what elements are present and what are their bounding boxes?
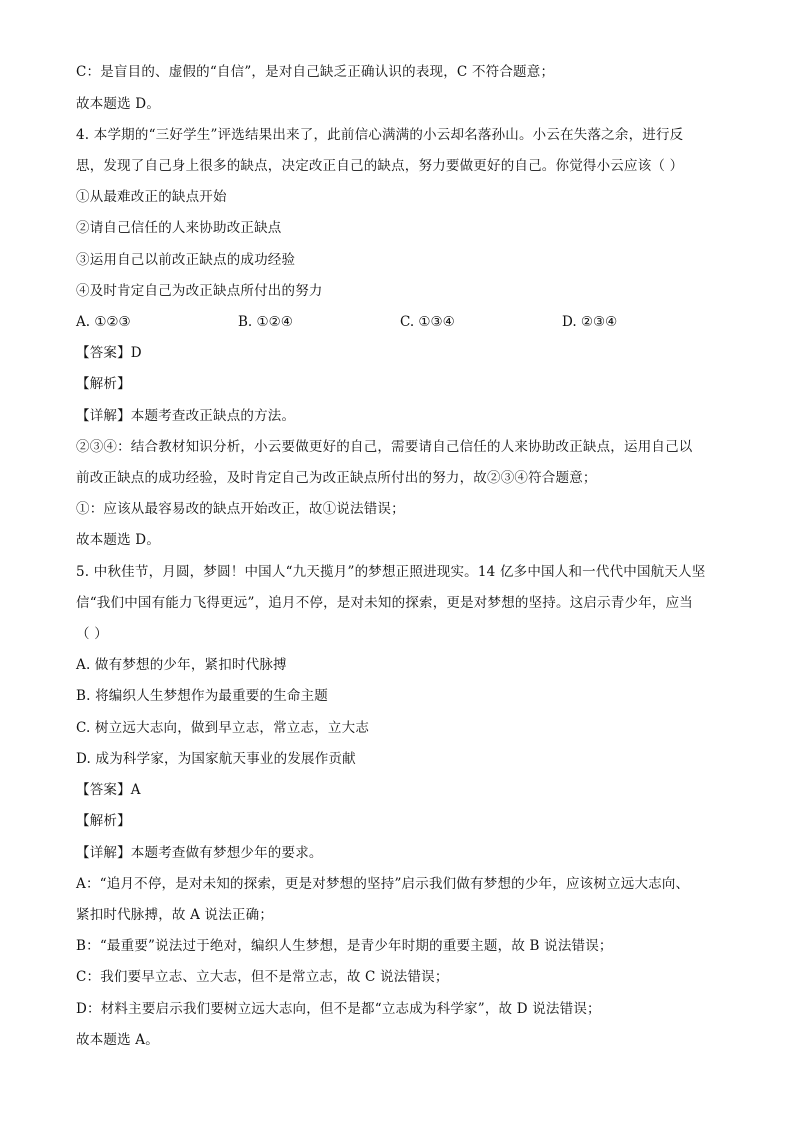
q4-stem-line1: 4. 本学期的“三好学生”评选结果出来了，此前信心满满的小云却名落孙山。小云在失落之余，进行反 xyxy=(76,127,684,143)
q5-explain-a-line2: 紧扣时代脉搏，故 A 说法正确； xyxy=(76,907,274,923)
q4-item-2: ②请自己信任的人来协助改正缺点 xyxy=(76,220,282,236)
q5-analysis-label: 【解析】 xyxy=(76,813,131,829)
q5-stem-line2: 信“我们中国有能力飞得更远”，追月不停，是对未知的探索，更是对梦想的坚持。这启示青少年，应当 xyxy=(76,595,694,611)
q4-choice-a: A. ①②③ xyxy=(76,314,131,330)
q3-conclusion: 故本题选 D。 xyxy=(76,96,161,112)
q4-item-4: ④及时肯定自己为改正缺点所付出的努力 xyxy=(76,283,323,299)
q4-detail: 【详解】本题考查改正缺点的方法。 xyxy=(76,408,296,424)
q5-option-b: B. 将编织人生梦想作为最重要的生命主题 xyxy=(76,688,329,704)
q5-explain-b: B：“最重要”说法过于绝对，编织人生梦想，是青少年时期的重要主题，故 B 说法错误； xyxy=(76,938,613,954)
q4-conclusion: 故本题选 D。 xyxy=(76,532,161,548)
q5-stem-line1: 5. 中秋佳节，月圆，梦圆！中国人“九天揽月”的梦想正照进现实。14 亿多中国人和一代代中国航天人坚 xyxy=(76,564,706,580)
q5-explain-a-line1: A：“追月不停，是对未知的探索，更是对梦想的坚持”启示我们做有梦想的少年，应该树立远大志向、 xyxy=(76,876,690,892)
q5-answer: 【答案】A xyxy=(76,782,141,798)
q5-explain-c: C：我们要早立志、立大志，但不是常立志，故 C 说法错误； xyxy=(76,969,449,985)
q4-stem-line2: 思，发现了自己身上很多的缺点，决定改正自己的缺点，努力要做更好的自己。你觉得小云应该（ ） xyxy=(76,158,684,174)
q5-option-c: C. 树立远大志向，做到早立志，常立志，立大志 xyxy=(76,720,370,736)
q4-analysis-label: 【解析】 xyxy=(76,376,131,392)
q5-detail: 【详解】本题考查做有梦想少年的要求。 xyxy=(76,845,323,861)
q5-option-a: A. 做有梦想的少年，紧扣时代脉搏 xyxy=(76,657,287,673)
q3-option-c-explanation: C：是盲目的、虚假的“自信”，是对自己缺乏正确认识的表现，C 不符合题意； xyxy=(76,64,555,80)
q5-explain-d: D：材料主要启示我们要树立远大志向，但不是都“立志成为科学家”，故 D 说法错误； xyxy=(76,1001,601,1017)
q4-choice-d: D. ②③④ xyxy=(562,314,618,330)
q4-explain-line2: 前改正缺点的成功经验，及时肯定自己为改正缺点所付出的努力，故②③④符合题意； xyxy=(76,470,597,486)
q4-answer: 【答案】D xyxy=(76,345,142,361)
q5-stem-line3: （ ） xyxy=(76,626,108,642)
q5-option-d: D. 成为科学家，为国家航天事业的发展作贡献 xyxy=(76,751,356,767)
q4-item-3: ③运用自己以前改正缺点的成功经验 xyxy=(76,252,296,268)
q4-item-1: ①从最难改正的缺点开始 xyxy=(76,189,227,205)
q4-choice-b: B. ①②④ xyxy=(238,314,293,330)
q4-explain-line1: ②③④：结合教材知识分析，小云要做更好的自己，需要请自己信任的人来协助改正缺点，运用自己以 xyxy=(76,439,693,455)
q5-conclusion: 故本题选 A。 xyxy=(76,1032,159,1048)
q4-explain-line3: ①：应该从最容易改的缺点开始改正，故①说法错误； xyxy=(76,501,405,517)
q4-choice-c: C. ①③④ xyxy=(400,314,455,330)
